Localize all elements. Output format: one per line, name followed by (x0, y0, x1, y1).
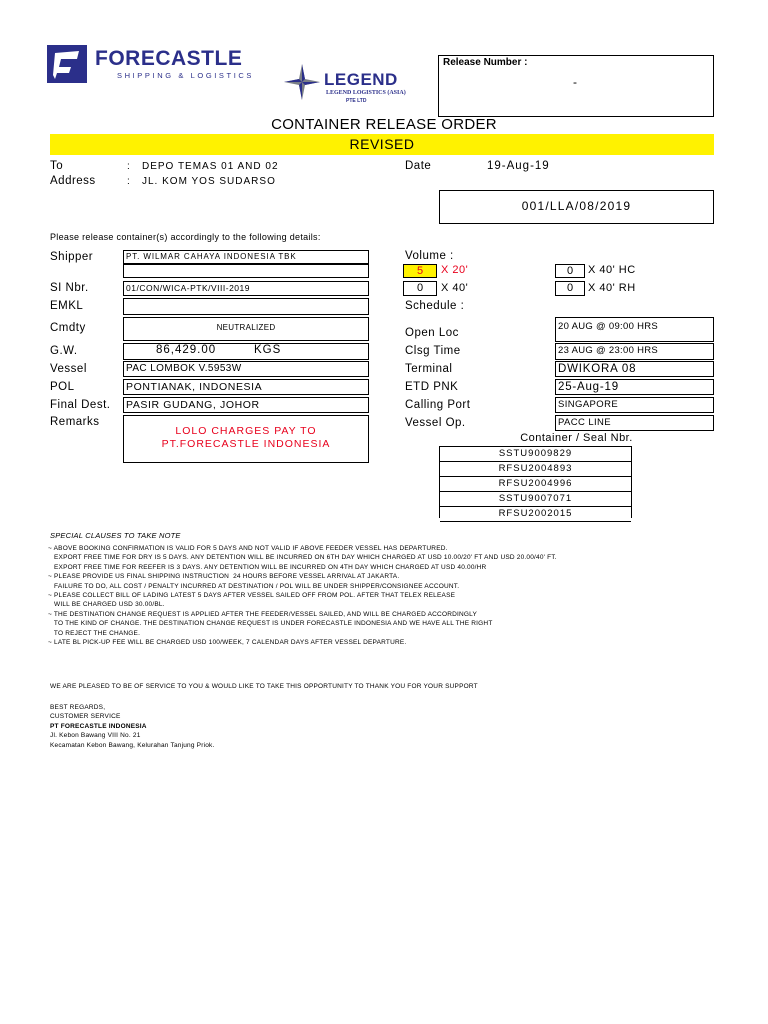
clsg-time-label: Clsg Time (405, 345, 461, 357)
vessel-label: Vessel (50, 363, 87, 375)
si-value: 01/CON/WICA-PTK/VIII-2019 (126, 283, 250, 293)
gw-label: G.W. (50, 345, 78, 357)
open-loc-label: Open Loc (405, 327, 459, 339)
vessel-op-label: Vessel Op. (405, 417, 466, 429)
partner-sub: LEGEND LOGISTICS (ASIA) (326, 90, 406, 96)
emkl-field (123, 298, 369, 315)
release-number-value: - (573, 75, 577, 89)
qty-40hc-box (555, 264, 585, 278)
cmdty-field (123, 317, 369, 341)
etd-field (555, 379, 714, 395)
etd-value: 25-Aug-19 (558, 381, 619, 393)
reference-number-box (439, 190, 714, 224)
clauses-title: SPECIAL CLAUSES TO TAKE NOTE (50, 531, 181, 540)
revised-label: REVISED (349, 136, 415, 152)
remarks-label: Remarks (50, 416, 100, 428)
company-name: FORECASTLE (95, 47, 243, 70)
signature-company: PT FORECASTLE INDONESIA (50, 722, 147, 730)
remarks-line1: LOLO CHARGES PAY TO (175, 425, 317, 437)
final-dest-label: Final Dest. (50, 399, 111, 411)
clause-line: ~ PLEASE PROVIDE US FINAL SHIPPING INSTRUCTION 24 HOURS BEFORE VESSEL ARRIVAL AT JAKARTA. (48, 573, 400, 581)
release-number-label: Release Number : (443, 57, 528, 68)
remarks-field (123, 415, 369, 463)
clause-line: EXPORT FREE TIME FOR REEFER IS 3 DAYS. ANY DETENTION WILL BE INCURRED ON 4TH DAY WHICH CHARGED AT USD 40.00/HR (48, 563, 487, 571)
qty-40: 0 (416, 282, 424, 294)
pol-label: POL (50, 381, 75, 393)
to-colon: : (127, 161, 131, 172)
terminal-field (555, 361, 714, 377)
final-dest-value: PASIR GUDANG, JOHOR (126, 399, 260, 411)
clauses-list (48, 544, 557, 647)
container-seal-header: Container / Seal Nbr. (520, 432, 633, 444)
gw-value: 86,429.00 (156, 344, 217, 356)
clsg-time-value: 23 AUG @ 23:00 HRS (558, 345, 659, 356)
regards: BEST REGARDS, (50, 704, 106, 711)
calling-port-value: SINGAPORE (558, 399, 619, 410)
to-value: DEPO TEMAS 01 AND 02 (142, 161, 279, 172)
qty-40-box (403, 281, 437, 296)
qty-40rh: 0 (566, 282, 574, 294)
volume-label: Volume : (405, 250, 454, 262)
open-loc-field (555, 317, 714, 342)
intro-text: Please release container(s) accordingly to the following details: (50, 232, 321, 242)
vessel-op-field (555, 415, 714, 431)
list-item: SSTU9009829 (440, 447, 631, 462)
address-colon: : (127, 176, 131, 187)
address-label: Address (50, 175, 96, 187)
partner-name: LEGEND (324, 70, 398, 89)
gw-unit: KGS (254, 344, 282, 356)
signature-address-2: Kecamatan Kebon Bawang, Kelurahan Tanjung Priok. (50, 741, 215, 749)
release-number-box (438, 55, 714, 117)
list-item: SSTU9007071 (440, 492, 631, 507)
pol-field (123, 379, 369, 395)
etd-label: ETD PNK (405, 381, 459, 393)
partner-sub2: PTE LTD (346, 98, 367, 104)
department: CUSTOMER SERVICE (50, 713, 121, 721)
forecastle-emblem-icon (47, 45, 87, 83)
clause-line: ~ PLEASE COLLECT BILL OF LADING LATEST 5 DAYS AFTER VESSEL SAILED OFF FROM POL. AFTER THAT TELEX RELEASE (48, 592, 456, 600)
forecastle-logo (47, 45, 262, 85)
shipper-field-line2 (123, 264, 369, 278)
signature-address-1: Jl. Kebon Bawang VIII No. 21 (50, 732, 141, 740)
shipper-field (123, 250, 369, 264)
qty-40hc: 0 (566, 265, 574, 277)
qty-20-box (403, 264, 437, 278)
date-value: 19-Aug-19 (487, 160, 550, 172)
clause-line: TO THE KIND OF CHANGE. THE DESTINATION CHANGE REQUEST IS UNDER FORECASTLE INDONESIA AND WE HAVE ALL THE RIGHT (48, 620, 493, 628)
schedule-label: Schedule : (405, 300, 465, 312)
clause-line: ~ ABOVE BOOKING CONFIRMATION IS VALID FOR 5 DAYS AND NOT VALID IF ABOVE FEEDER VESSEL HAS DEPARTURED. (48, 545, 448, 552)
label-40hc: X 40' HC (588, 264, 636, 276)
label-40rh: X 40' RH (588, 282, 636, 294)
thank-you-note: WE ARE PLEASED TO BE OF SERVICE TO YOU & WOULD LIKE TO TAKE THIS OPPORTUNITY TO THANK YOU FOR YOUR SUPPORT (50, 683, 478, 690)
revised-banner (50, 134, 714, 155)
signature-block (50, 703, 215, 750)
clause-line: TO REJECT THE CHANGE. (48, 629, 141, 637)
si-label: SI Nbr. (50, 282, 89, 294)
pol-value: PONTIANAK, INDONESIA (126, 381, 263, 393)
clause-line: ~ LATE BL PICK-UP FEE WILL BE CHARGED USD 100/WEEK, 7 CALENDAR DAYS AFTER VESSEL DEPARTURE. (48, 639, 407, 647)
legend-logo (282, 62, 417, 107)
cmdty-label: Cmdty (50, 322, 86, 334)
emkl-label: EMKL (50, 300, 84, 312)
cmdty-value: NEUTRALIZED (216, 323, 276, 332)
si-field (123, 281, 369, 296)
address-value: JL. KOM YOS SUDARSO (142, 176, 276, 187)
date-label: Date (405, 160, 432, 172)
calling-port-field (555, 397, 714, 413)
open-loc-value: 20 AUG @ 09:00 HRS (558, 321, 659, 332)
calling-port-label: Calling Port (405, 399, 471, 411)
clause-line: ~ THE DESTINATION CHANGE REQUEST IS APPLIED AFTER THE FEEDER/VESSEL SAILED, AND WILL BE CHARGED ACCORDINGLY (48, 610, 478, 618)
compass-star-icon (282, 62, 322, 102)
clause-line: EXPORT FREE TIME FOR DRY IS 5 DAYS. ANY DETENTION WILL BE INCURRED ON 6TH DAY WHICH CHARGED AT USD 10.00/20' FT AND USD 20.00/40' FT. (48, 554, 557, 562)
container-list (439, 446, 632, 518)
shipper-label: Shipper (50, 251, 94, 263)
list-item: RFSU2002015 (440, 507, 631, 522)
terminal-value: DWIKORA 08 (558, 363, 637, 375)
remarks-line2: PT.FORECASTLE INDONESIA (161, 438, 331, 450)
page-title: CONTAINER RELEASE ORDER (271, 116, 497, 133)
clsg-time-field (555, 343, 714, 360)
reference-number: 001/LLA/08/2019 (521, 199, 632, 213)
gw-field (123, 343, 369, 360)
label-40: X 40' (441, 282, 469, 294)
vessel-op-value: PACC LINE (558, 417, 612, 428)
list-item: RFSU2004893 (440, 462, 631, 477)
list-item: RFSU2004996 (440, 477, 631, 492)
vessel-value: PAC LOMBOK V.5953W (126, 363, 242, 374)
vessel-field (123, 361, 369, 377)
to-label: To (50, 160, 64, 172)
label-20: X 20' (441, 264, 469, 276)
shipper-value: PT. WILMAR CAHAYA INDONESIA TBK (126, 252, 297, 261)
final-dest-field (123, 397, 369, 413)
qty-40rh-box (555, 281, 585, 296)
clause-line: FAILURE TO DO, ALL COST / PENALTY INCURRED AT DESTINATION / POL WILL BE UNDER SHIPPER/CONSIGNEE ACCOUNT. (48, 582, 460, 590)
terminal-label: Terminal (405, 363, 453, 375)
clause-line: WILL BE CHARGED USD 30.00/BL. (48, 601, 165, 609)
company-tagline: SHIPPING & LOGISTICS (117, 71, 255, 80)
qty-20: 5 (416, 265, 424, 277)
